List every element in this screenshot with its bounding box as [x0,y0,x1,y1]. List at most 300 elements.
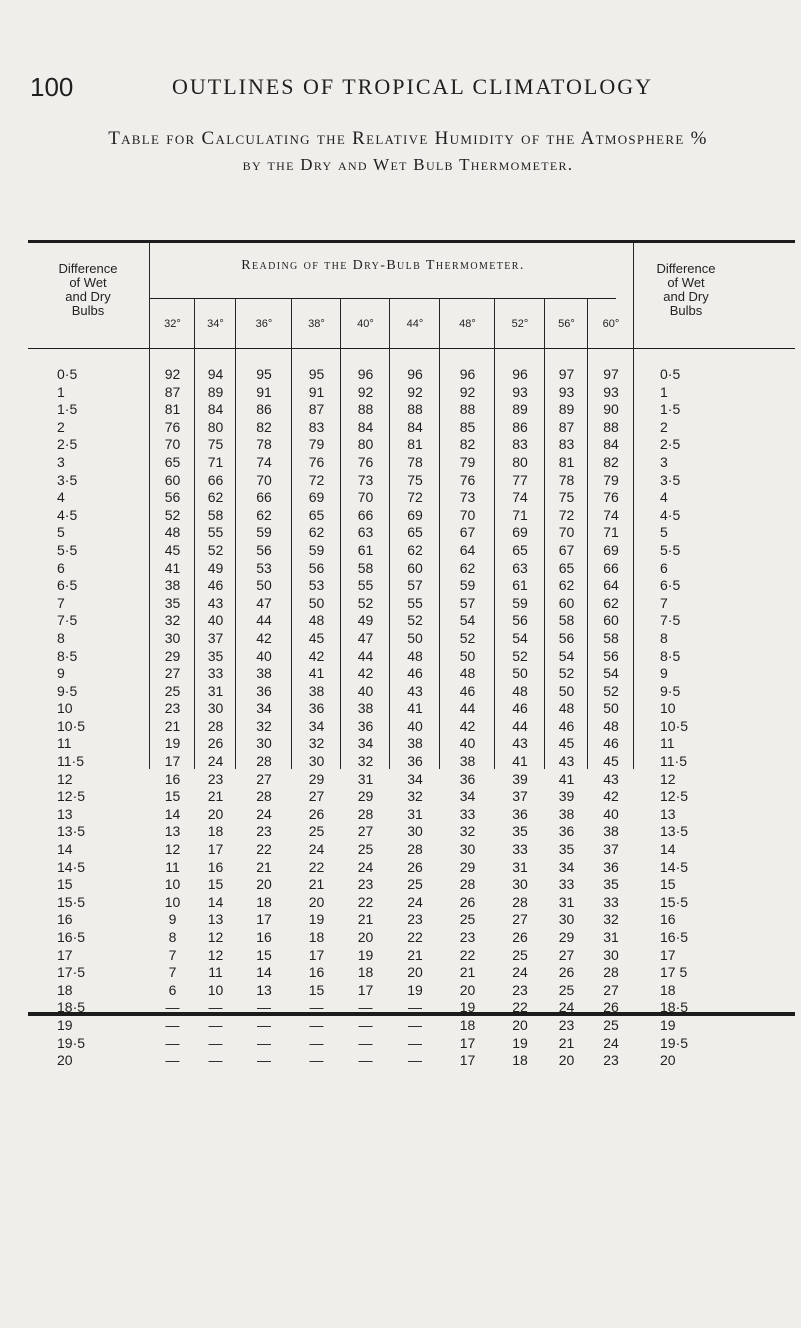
humidity-cell: 59 [512,594,528,611]
humidity-cell: 20 [256,876,272,893]
table-row [28,771,769,789]
humidity-cell: 42 [459,717,476,734]
humidity-cell: 18 [459,1016,476,1033]
humidity-cell: 46 [207,577,224,594]
humidity-cell: 52 [207,541,224,558]
running-title: OUTLINES OF TROPICAL CLIMATOLOGY [172,74,653,99]
humidity-cell: — [358,1052,373,1069]
humidity-cell: 43 [407,682,423,699]
humidity-cell: 36 [558,823,575,840]
spanner-rule [150,298,616,299]
difference-cell-right: 13 [660,805,676,822]
humidity-cell: — [408,1034,422,1051]
humidity-cell: 28 [459,876,476,893]
humidity-cell: 10 [164,893,181,910]
humidity-cell: 24 [603,1034,619,1051]
humidity-cell: 84 [603,436,619,453]
humidity-cell: 81 [407,436,423,453]
humidity-cell: 15 [308,981,325,998]
humidity-cell: 59 [308,541,325,558]
humidity-cell: 45 [308,629,325,646]
humidity-cell: 16 [308,964,325,981]
humidity-cell: 46 [407,665,423,682]
humidity-cell: 34 [407,770,423,787]
humidity-cell: 26 [603,999,619,1016]
humidity-cell: 96 [407,366,423,382]
difference-cell-right: 0·5 [660,366,681,382]
temperature-label: 48° [459,318,476,330]
humidity-cell: 25 [164,682,181,699]
humidity-cell: 34 [256,700,272,717]
humidity-cell: 78 [256,436,272,453]
humidity-cell: 20 [512,1016,528,1033]
humidity-cell: 76 [164,418,181,435]
humidity-cell: 62 [308,524,325,541]
humidity-cell: 37 [207,629,224,646]
humidity-cell: 41 [164,559,181,576]
humidity-cell: 30 [164,629,181,646]
difference-cell-right: 12 [660,770,676,787]
humidity-cell: 32 [407,788,423,805]
left-header-line: Difference [58,261,118,276]
humidity-cell: 23 [512,981,528,998]
humidity-cell: 43 [512,735,528,752]
humidity-cell: 78 [558,471,575,488]
humidity-cell: 48 [459,665,476,682]
humidity-cell: 59 [459,577,476,594]
difference-cell: 13·5 [57,823,86,840]
humidity-cell: 30 [407,823,423,840]
humidity-cell: 62 [603,594,619,611]
humidity-cell: 30 [256,735,272,752]
humidity-cell: 17 [256,911,272,928]
humidity-cell: 22 [256,841,272,858]
humidity-cell: 20 [308,893,325,910]
humidity-cell: 23 [164,700,181,717]
humidity-cell: — [358,1034,373,1051]
humidity-cell: 66 [256,489,272,506]
difference-cell-right: 14 [660,841,676,858]
right-header-line: Difference [656,261,716,276]
table-row [28,630,769,648]
humidity-cell: 36 [308,700,325,717]
humidity-cell: 55 [207,524,224,541]
humidity-cell: 52 [512,647,528,664]
humidity-cell: 33 [512,841,528,858]
difference-cell: 8·5 [57,647,78,664]
difference-cell-right: 10 [660,700,676,717]
humidity-cell: 96 [512,366,528,382]
humidity-cell: 50 [407,629,423,646]
humidity-cell: 82 [256,418,272,435]
dry-bulb-spanner: Reading of the Dry-Bulb Thermometer. [241,258,525,273]
humidity-cell: 49 [207,559,224,576]
table-row [28,384,769,402]
humidity-cell: 93 [512,383,528,400]
table-row [28,366,769,384]
humidity-cell: 40 [407,717,423,734]
humidity-cell: 65 [558,559,575,576]
humidity-cell: 56 [512,612,528,629]
humidity-cell: 17 [459,1052,476,1069]
humidity-cell: 79 [308,436,325,453]
table-row [28,999,769,1017]
difference-cell: 8 [57,629,65,646]
humidity-cell: 50 [603,700,619,717]
humidity-cell: 24 [357,858,374,875]
humidity-cell: 48 [603,717,619,734]
difference-cell: 12 [57,770,73,787]
humidity-cell: 10 [164,876,181,893]
humidity-cell: 71 [207,453,224,470]
humidity-cell: 27 [256,770,272,787]
difference-cell: 1 [57,383,65,400]
humidity-cell: 28 [256,788,272,805]
humidity-cell: 74 [512,489,528,506]
humidity-cell: 30 [558,911,575,928]
humidity-cell: — [309,1034,324,1051]
humidity-cell: 72 [407,489,423,506]
humidity-cell: 91 [256,383,272,400]
humidity-cell: — [358,999,373,1016]
humidity-cell: 31 [603,929,619,945]
left-header-line: Bulbs [71,303,105,318]
humidity-cell: 24 [207,753,224,770]
table-row [28,648,769,666]
difference-cell-right: 9·5 [660,682,681,699]
humidity-cell: 24 [512,964,528,981]
difference-cell: 3 [57,453,65,470]
humidity-cell: 46 [603,735,619,752]
difference-cell-right: 18·5 [660,999,689,1016]
difference-cell: 9·5 [57,682,78,699]
humidity-cell: 61 [357,541,374,558]
humidity-cell: 16 [164,770,181,787]
humidity-cell: 27 [603,981,619,998]
humidity-cell: — [309,1016,324,1033]
humidity-cell: 42 [308,647,325,664]
humidity-cell: 25 [558,981,575,998]
humidity-cell: 65 [164,453,181,470]
difference-cell: 11 [57,735,72,752]
table-row [28,859,769,877]
difference-cell: 2·5 [57,436,78,453]
humidity-cell: 41 [308,665,325,682]
humidity-cell: 55 [357,577,374,594]
humidity-cell: 48 [512,682,528,699]
humidity-cell: 12 [164,841,181,858]
difference-cell: 18 [57,981,73,998]
humidity-cell: — [208,999,223,1016]
humidity-cell: 17 [207,841,224,858]
humidity-cell: 83 [558,436,575,453]
humidity-cell: 21 [357,911,374,928]
temperature-label: 52° [511,318,529,330]
humidity-cell: 91 [308,383,325,400]
humidity-cell: 11 [208,964,223,981]
humidity-cell: 42 [256,629,272,646]
difference-cell-right: 7·5 [660,612,681,629]
humidity-cell: 13 [256,981,272,998]
difference-cell: 13 [57,805,73,822]
humidity-cell: 97 [558,366,575,382]
humidity-cell: 48 [308,612,325,629]
humidity-cell: 73 [459,489,476,506]
humidity-cell: — [408,999,422,1016]
humidity-cell: 50 [256,577,272,594]
difference-cell-right: 2 [660,418,668,435]
humidity-cell: 56 [603,647,619,664]
humidity-cell: 38 [256,665,272,682]
humidity-cell: 62 [407,541,423,558]
humidity-cell: 23 [603,1052,619,1069]
humidity-cell: 70 [164,436,181,453]
humidity-cell: 31 [407,805,423,822]
temperature-label: 36° [255,318,273,330]
humidity-cell: 64 [603,577,619,594]
table-row [28,401,769,419]
humidity-cell: 38 [459,753,476,770]
humidity-cell: 39 [512,770,528,787]
temperature-label: 40° [357,318,374,330]
humidity-cell: 65 [407,524,423,541]
humidity-cell: — [309,1052,324,1069]
humidity-cell: 6 [168,981,177,998]
humidity-cell: 35 [558,841,575,858]
humidity-cell: 95 [256,366,272,382]
table-row [28,436,769,454]
humidity-cell: 86 [256,401,272,418]
humidity-cell: 22 [512,999,528,1016]
difference-cell: 6 [57,559,65,576]
humidity-cell: 70 [558,524,575,541]
humidity-cell: 25 [603,1016,619,1033]
difference-cell-right: 14·5 [660,858,689,875]
humidity-cell: 17 [164,753,181,770]
humidity-cell: 64 [459,541,476,558]
table-row [28,507,769,525]
difference-cell: 10 [57,700,73,717]
humidity-cell: — [208,1052,223,1069]
humidity-table [28,366,769,1070]
humidity-cell: 55 [407,594,423,611]
humidity-cell: 73 [357,471,374,488]
humidity-cell: 10 [207,981,224,998]
humidity-cell: 74 [603,506,619,523]
difference-cell-right: 19·5 [660,1034,689,1051]
table-row [28,542,769,560]
humidity-cell: 61 [512,577,528,594]
humidity-cell: 47 [357,629,374,646]
humidity-cell: 22 [459,946,476,963]
difference-cell-right: 11·5 [660,753,687,770]
humidity-cell: 72 [558,506,575,523]
humidity-cell: 18 [512,1052,528,1069]
difference-cell-right: 17 5 [660,964,688,981]
humidity-cell: 76 [308,453,325,470]
humidity-cell: 21 [308,876,325,893]
humidity-cell: 18 [308,929,325,945]
humidity-cell: 67 [459,524,476,541]
humidity-cell: 70 [459,506,476,523]
table-row [28,823,769,841]
difference-cell-right: 6·5 [660,577,681,594]
humidity-cell: — [257,1034,271,1051]
humidity-cell: 34 [357,735,374,752]
humidity-cell: 81 [164,401,181,418]
humidity-cell: 60 [407,559,423,576]
humidity-cell: 27 [357,823,374,840]
humidity-cell: 36 [407,753,423,770]
humidity-cell: 30 [603,946,619,963]
humidity-cell: 25 [459,911,476,928]
humidity-cell: 18 [207,823,224,840]
humidity-cell: 79 [603,471,619,488]
difference-cell-right: 10·5 [660,717,689,734]
humidity-cell: 82 [459,436,476,453]
humidity-cell: 85 [459,418,476,435]
humidity-cell: 28 [207,717,224,734]
page-header [30,72,770,106]
right-header-line: and Dry [663,289,709,304]
difference-cell-right: 8·5 [660,647,681,664]
humidity-cell: 52 [407,612,423,629]
humidity-cell: 27 [164,665,181,682]
temperature-label: 34° [207,318,224,330]
difference-cell-right: 13·5 [660,823,689,840]
table-row [28,982,769,1000]
humidity-cell: 93 [603,383,619,400]
difference-cell: 19·5 [57,1034,86,1051]
table-row [28,841,769,859]
humidity-cell: 27 [558,946,575,963]
table-row [28,577,769,595]
humidity-cell: 29 [308,770,325,787]
humidity-cell: 66 [207,471,224,488]
humidity-cell: 32 [603,911,619,928]
humidity-cell: 87 [308,401,325,418]
difference-cell: 7 [57,594,65,611]
difference-cell-right: 18 [660,981,676,998]
table-caption-line-2: by the Dry and Wet Bulb Thermometer. [242,155,574,174]
humidity-cell: 26 [308,805,325,822]
humidity-cell: 96 [357,366,374,382]
humidity-cell: 92 [459,383,476,400]
difference-cell-right: 17 [660,946,676,963]
humidity-cell: 30 [459,841,476,858]
humidity-cell: 23 [256,823,272,840]
difference-cell: 11·5 [57,753,84,770]
humidity-cell: 44 [512,717,528,734]
left-header-line: and Dry [65,289,111,304]
difference-cell: 18·5 [57,999,86,1016]
table-row [28,489,769,507]
difference-cell: 9 [57,665,65,682]
humidity-cell: 71 [603,524,619,541]
humidity-cell: 24 [558,999,575,1016]
table-row [28,806,769,824]
humidity-cell: — [208,1016,223,1033]
humidity-cell: 23 [357,876,374,893]
difference-cell: 2 [57,418,65,435]
table-row [28,1052,769,1070]
humidity-cell: 25 [357,841,374,858]
table-row [28,454,769,472]
difference-cell: 16·5 [57,929,86,945]
difference-cell: 17·5 [57,964,86,981]
humidity-cell: 28 [407,841,423,858]
humidity-cell: 65 [512,541,528,558]
humidity-cell: 71 [512,506,528,523]
difference-cell-right: 9 [660,665,668,682]
humidity-cell: 58 [603,629,619,646]
difference-cell: 5 [57,524,65,541]
humidity-cell: 9 [168,911,177,928]
humidity-cell: 59 [256,524,272,541]
humidity-cell: 15 [256,946,272,963]
right-column-header [616,262,756,318]
humidity-cell: 37 [512,788,528,805]
humidity-cell: 43 [558,753,575,770]
humidity-cell: 54 [512,629,528,646]
humidity-cell: 29 [164,647,181,664]
humidity-cell: 92 [164,366,181,382]
humidity-cell: 53 [256,559,272,576]
humidity-cell: — [408,1052,422,1069]
humidity-cell: 96 [459,366,476,382]
humidity-cell: 44 [256,612,272,629]
humidity-cell: 56 [256,541,272,558]
humidity-cell: 52 [459,629,476,646]
humidity-cell: 84 [407,418,423,435]
humidity-cell: 14 [207,893,224,910]
humidity-cell: 94 [207,366,224,382]
humidity-cell: 32 [357,753,374,770]
humidity-cell: 54 [603,665,619,682]
humidity-cell: 31 [357,770,374,787]
humidity-cell: 67 [558,541,575,558]
humidity-cell: 41 [512,753,528,770]
humidity-cell: 62 [207,489,224,506]
table-row [28,665,769,683]
humidity-cell: 48 [407,647,423,664]
humidity-cell: 36 [512,805,528,822]
page-number: 100 [30,72,74,102]
humidity-cell: 88 [357,401,374,418]
humidity-cell: 26 [407,858,423,875]
humidity-cell: 35 [603,876,619,893]
humidity-cell: — [165,1016,180,1033]
humidity-cell: 27 [512,911,528,928]
humidity-cell: 38 [603,823,619,840]
humidity-cell: 50 [512,665,528,682]
difference-cell-right: 5 [660,524,668,541]
humidity-cell: 76 [357,453,374,470]
humidity-cell: 66 [357,506,374,523]
humidity-cell: 65 [308,506,325,523]
humidity-cell: 45 [164,541,181,558]
table-row [28,612,769,630]
humidity-cell: 23 [407,911,423,928]
humidity-cell: 21 [207,788,224,805]
humidity-cell: 23 [207,770,224,787]
humidity-cell: 58 [558,612,575,629]
humidity-cell: 70 [256,471,272,488]
humidity-cell: 60 [164,471,181,488]
humidity-cell: 12 [207,929,224,945]
table-top-rule [28,240,795,243]
left-column-header [28,262,148,318]
